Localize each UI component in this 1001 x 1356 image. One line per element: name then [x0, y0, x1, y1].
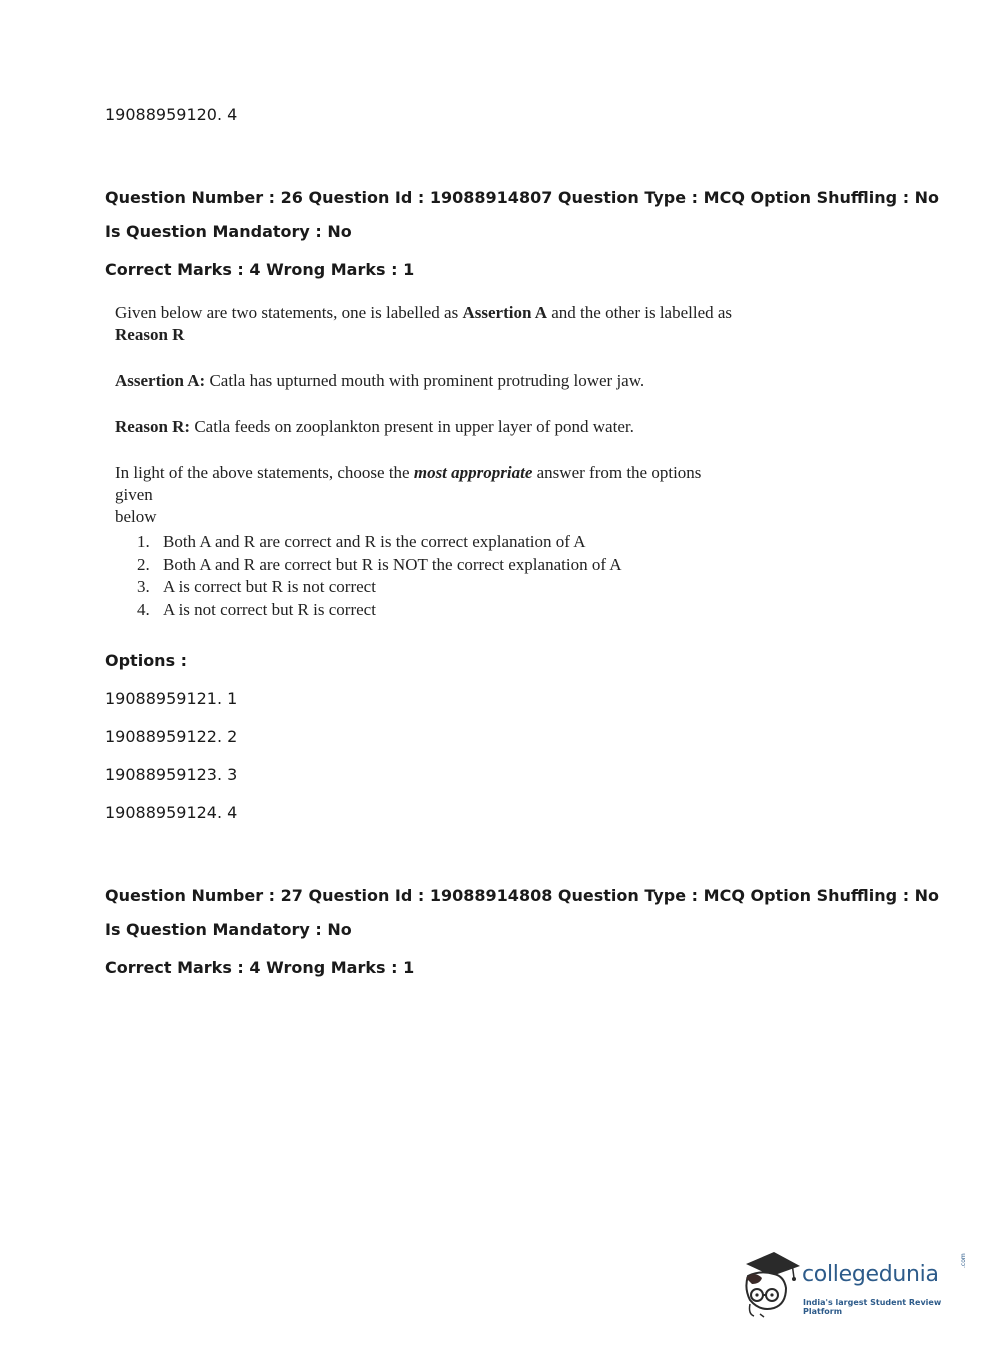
reason-statement: Reason R: Catla feeds on zooplankton present in upper layer of pond water. [115, 417, 634, 436]
q26-header: Question Number : 26 Question Id : 19088914807 Question Type : MCQ Option Shuffling : No [105, 188, 940, 207]
options-label: Options : [105, 651, 188, 670]
q27-mandatory: Is Question Mandatory : No [105, 920, 352, 939]
logo-dotcom: .com [960, 1253, 967, 1268]
q26-mandatory: Is Question Mandatory : No [105, 222, 352, 241]
option-item: 19088959123. 3 [105, 765, 238, 784]
logo-wordmark: collegedunia [802, 1262, 939, 1287]
choice-item: 1. Both A and R are correct and R is the correct explanation of A [137, 532, 586, 551]
collegedunia-logo [740, 1248, 970, 1318]
choice-item: 3. A is correct but R is not correct [137, 577, 376, 597]
assertion-statement: Assertion A: Catla has upturned mouth with prominent protruding lower jaw. [115, 371, 645, 390]
mascot-icon [740, 1248, 802, 1318]
choice-list [137, 531, 622, 622]
q27-marks: Correct Marks : 4 Wrong Marks : 1 [105, 958, 415, 977]
question-intro: Given below are two statements, one is labelled as Assertion A and the other is labelled as Reason R [115, 303, 733, 344]
choice-item: 4. A is not correct but R is correct [137, 600, 376, 620]
instruction-text: In light of the above statements, choose the most appropriate answer from the options given below [115, 463, 702, 526]
option-item: 19088959121. 1 [105, 689, 238, 708]
q27-header: Question Number : 27 Question Id : 19088914808 Question Type : MCQ Option Shuffling : No [105, 886, 940, 905]
option-item: 19088959122. 2 [105, 727, 238, 746]
option-item: 19088959124. 4 [105, 803, 238, 822]
prev-option: 19088959120. 4 [105, 105, 238, 124]
logo-tagline: India's largest Student Review Platform [803, 1298, 942, 1316]
q26-marks: Correct Marks : 4 Wrong Marks : 1 [105, 260, 415, 279]
choice-item: 2. Both A and R are correct but R is NOT the correct explanation of A [137, 554, 622, 574]
